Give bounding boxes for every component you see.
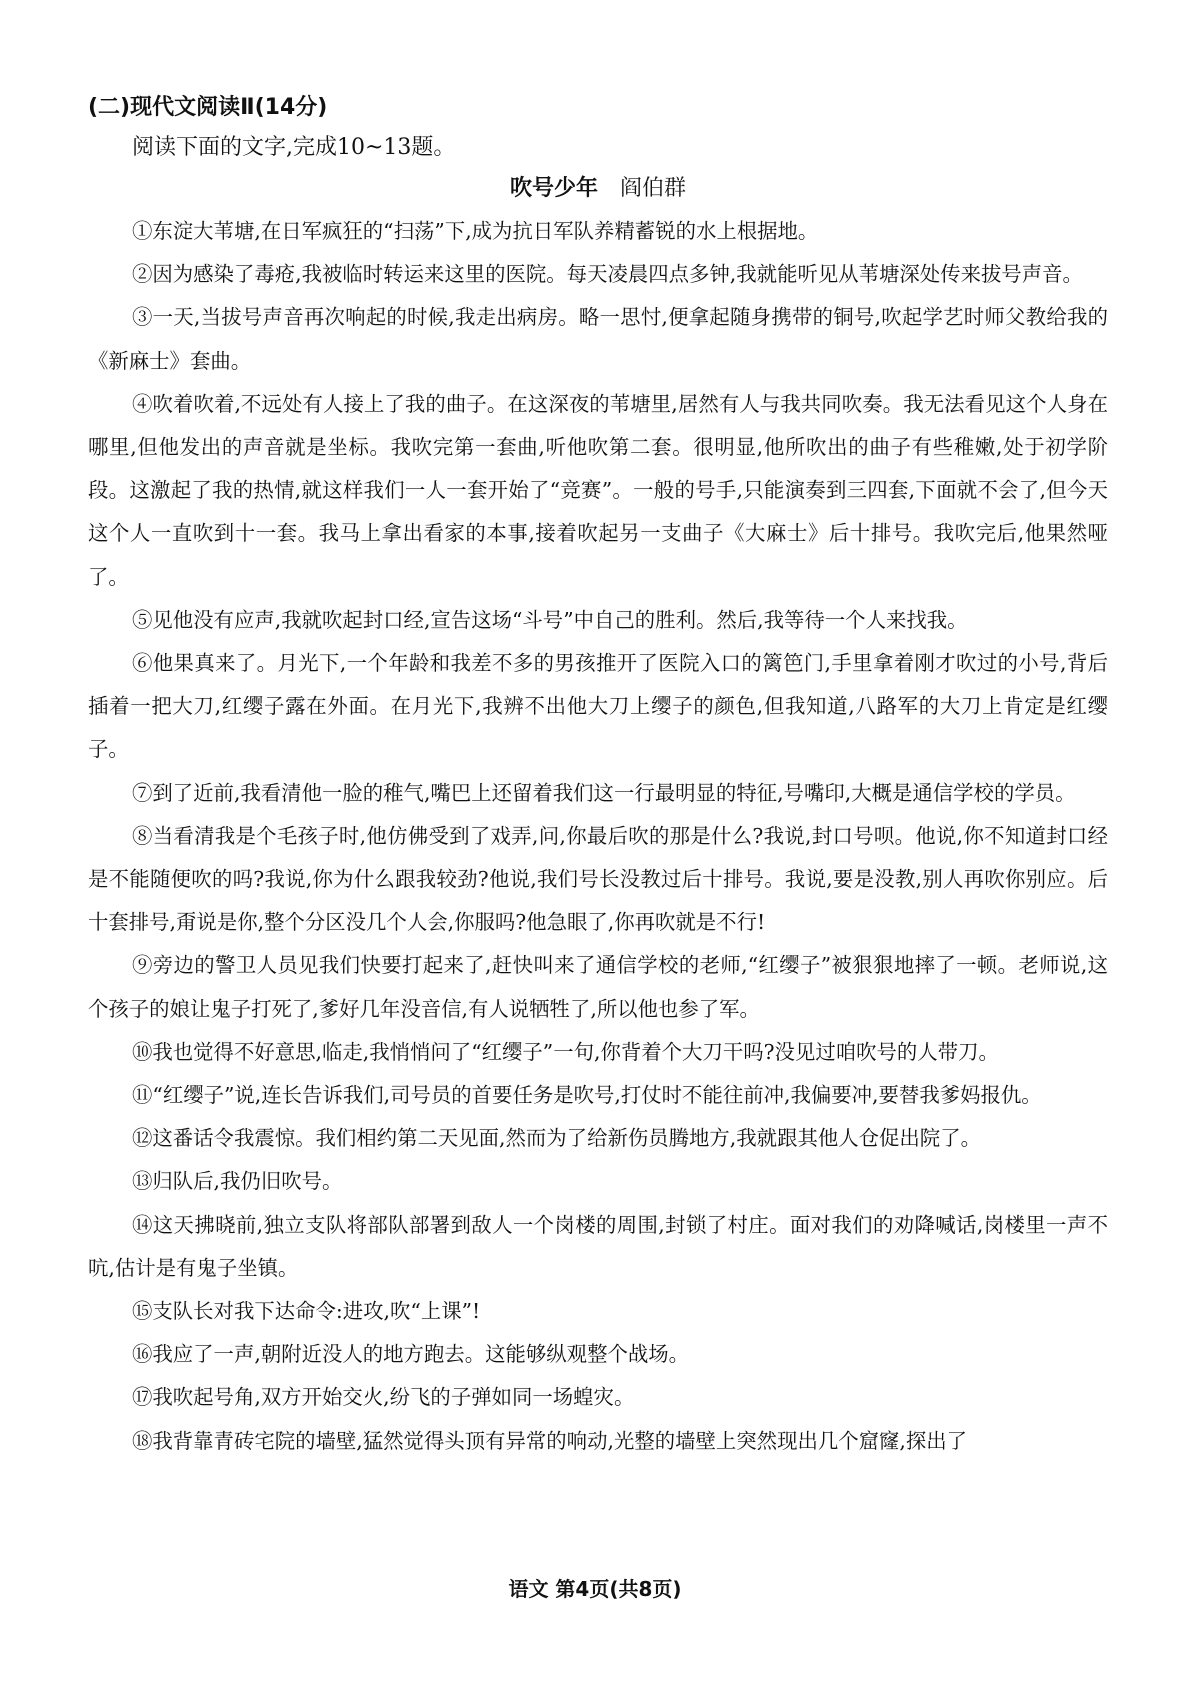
paragraph-9: ⑨旁边的警卫人员见我们快要打起来了,赶快叫来了通信学校的老师,“红缨子”被狠狠地摔了一顿。老师说,这个孩子的娘让鬼子打死了,爹好几年没音信,有人说牺牲了,所以他也参了军。 (88, 953, 1108, 1021)
paragraph-6: ⑥他果真来了。月光下,一个年龄和我差不多的男孩推开了医院入口的篱笆门,手里拿着刚才吹过的小号,背后插着一把大刀,红缨子露在外面。在月光下,我辨不出他大刀上缨子的颜色,但我知道,八路军的大刀上肯定是红缨子。 (88, 651, 1108, 762)
section-heading: (二)现代文阅读Ⅱ(14分) (88, 95, 328, 120)
reading-instruction: 阅读下面的文字,完成10~13题。 (132, 135, 456, 160)
paragraph-2: ②因为感染了毒疮,我被临时转运来这里的医院。每天凌晨四点多钟,我就能听见从苇塘深处传来拔号声音。 (132, 262, 1083, 287)
paragraph-11: ⑪“红缨子”说,连长告诉我们,司号员的首要任务是吹号,打仗时不能往前冲,我偏要冲,要替我爹妈报仇。 (132, 1083, 1042, 1108)
paragraph-18: ⑱我背靠青砖宅院的墙壁,猛然觉得头顶有异常的响动,光整的墙壁上突然现出几个窟窿,探出了 (132, 1428, 968, 1453)
page-footer: 语文 第4页(共8页) (508, 1577, 682, 1601)
paragraph-4: ④吹着吹着,不远处有人接上了我的曲子。在这深夜的苇塘里,居然有人与我共同吹奏。我无法看见这个人身在哪里,但他发出的声音就是坐标。我吹完第一套曲,听他吹第二套。很明显,他所吹出的曲子有些稚嫩,处于初学阶段。这激起了我的热情,就这样我们一人一套开始了“竞赛”。一般的号手,只能演奏到三四套,下面就不会了,但今天这个人一直吹到十一套。我马上拿出看家的本事,接着吹起另一支曲子《大麻士》后十排号。我吹完后,他果然哑了。 (88, 391, 1108, 589)
paragraph-1: ①东淀大苇塘,在日军疯狂的“扫荡”下,成为抗日军队养精蓄锐的水上根据地。 (132, 219, 819, 243)
paragraph-5: ⑤见他没有应声,我就吹起封口经,宣告这场“斗号”中自己的胜利。然后,我等待一个人来找我。 (132, 607, 968, 632)
article-author: 阎伯群 (620, 176, 687, 201)
paragraph-16: ⑯我应了一声,朝附近没人的地方跑去。这能够纵观整个战场。 (132, 1342, 690, 1367)
paragraph-13: ⑬归队后,我仍旧吹号。 (132, 1169, 343, 1194)
paragraph-10: ⑩我也觉得不好意思,临走,我悄悄问了“红缨子”一句,你背着个大刀干吗?没见过咱吹号的人带刀。 (132, 1039, 999, 1064)
paragraph-8: ⑧当看清我是个毛孩子时,他仿佛受到了戏弄,问,你最后吹的那是什么?我说,封口号呗。他说,你不知道封口经是不能随便吹的吗?我说,你为什么跟我较劲?他说,我们号长没教过后十排号。我说,要是没教,别人再吹你别应。后十套排号,甭说是你,整个分区没几个人会,你服吗?他急眼了,你再吹就是不行! (88, 823, 1108, 935)
paragraph-17: ⑰我吹起号角,双方开始交火,纷飞的子弹如同一场蝗灾。 (132, 1385, 635, 1410)
paragraph-3: ③一天,当拔号声音再次响起的时候,我走出病房。略一思忖,便拿起随身携带的铜号,吹起学艺时师父教给我的《新麻士》套曲。 (88, 305, 1108, 373)
article-title-line (88, 168, 1108, 210)
paragraph-7: ⑦到了近前,我看清他一脸的稚气,嘴巴上还留着我们这一行最明显的特征,号嘴印,大概是通信学校的学员。 (132, 780, 1076, 805)
paragraph-12: ⑫这番话令我震惊。我们相约第二天见面,然而为了给新伤员腾地方,我就跟其他人仓促出院了。 (132, 1126, 981, 1151)
article-body (88, 210, 1108, 1463)
article-title: 吹号少年 (509, 176, 598, 201)
exam-page (88, 88, 1108, 1463)
paragraph-14: ⑭这天拂晓前,独立支队将部队部署到敌人一个岗楼的周围,封锁了村庄。面对我们的劝降喊话,岗楼里一声不吭,估计是有鬼子坐镇。 (88, 1212, 1108, 1280)
paragraph-15: ⑮支队长对我下达命令:进攻,吹“上课”! (132, 1299, 481, 1324)
